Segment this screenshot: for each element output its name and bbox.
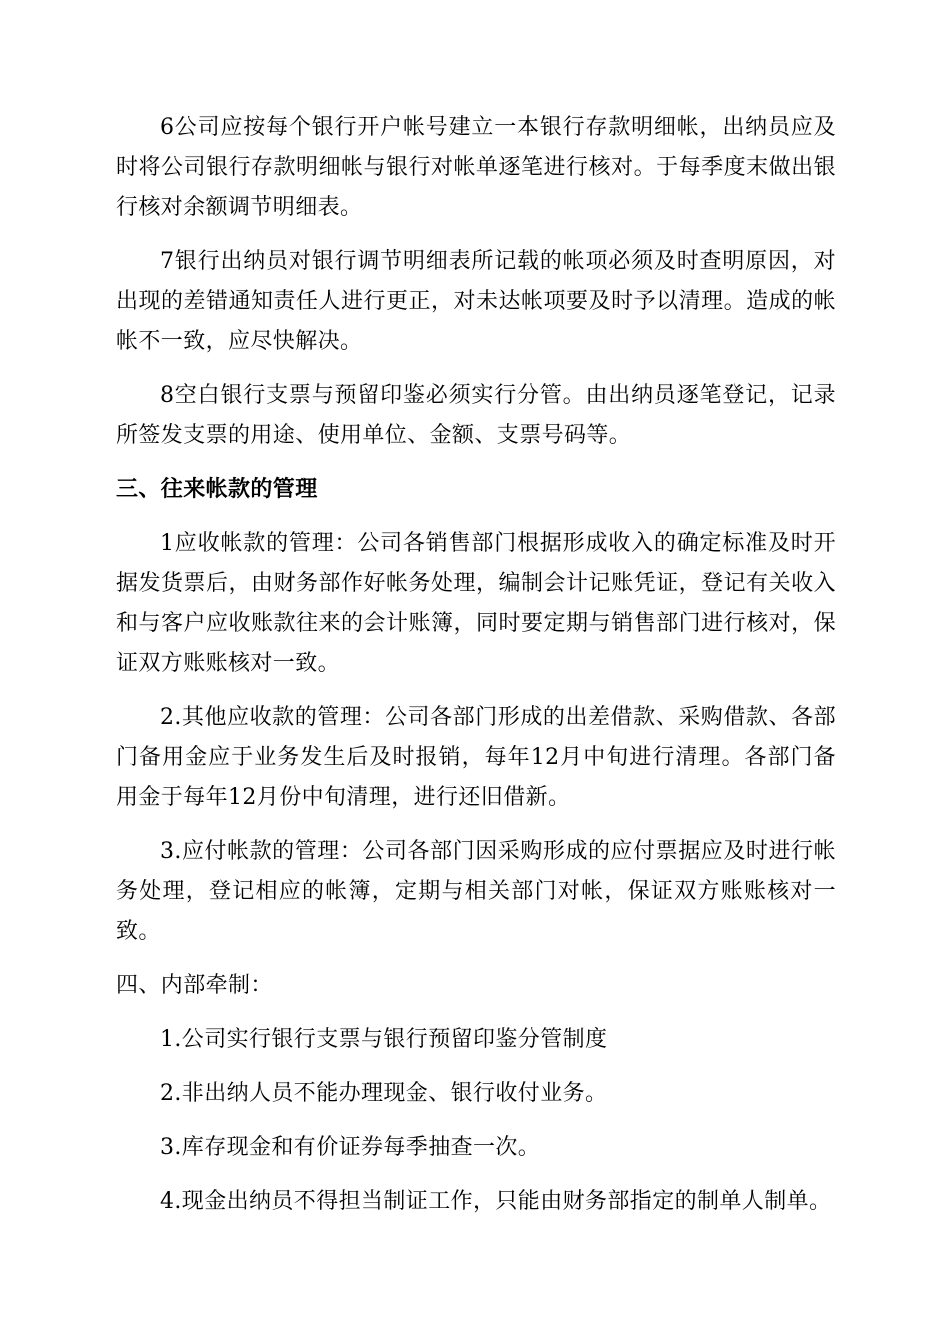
section-3-paragraph-1: 1应收帐款的管理：公司各销售部门根据形成收入的确定标准及时开据发货票后，由财务部作好帐务处理，编制会计记账凭证，登记有关收入和与客户应收账款往来的会计账簿，同时要定期与销售部门进行核对，保证双方账账核对一致。	[116, 531, 836, 676]
section-4-heading: 四、内部牵制：	[116, 973, 273, 998]
section-4-item-4: 4.现金出纳员不得担当制证工作，只能由财务部指定的制单人制单。	[160, 1189, 832, 1214]
paragraph-item-6: 6公司应按每个银行开户帐号建立一本银行存款明细帐，出纳员应及时将公司银行存款明细帐与银行对帐单逐笔进行核对。于每季度末做出银行核对余额调节明细表。	[116, 115, 836, 220]
paragraph-item-7: 7银行出纳员对银行调节明细表所记载的帐项必须及时查明原因，对出现的差错通知责任人进行更正，对未达帐项要及时予以清理。造成的帐帐不一致，应尽快解决。	[116, 249, 836, 354]
section-3-heading: 三、往来帐款的管理	[116, 477, 318, 502]
document-body	[116, 108, 836, 1236]
section-4-item-3: 3.库存现金和有价证券每季抽查一次。	[160, 1135, 541, 1160]
section-4-item-1: 1.公司实行银行支票与银行预留印鉴分管制度	[160, 1027, 608, 1052]
paragraph-item-8: 8空白银行支票与预留印鉴必须实行分管。由出纳员逐笔登记，记录所签发支票的用途、使用单位、金额、支票号码等。	[116, 383, 836, 448]
section-4-item-2: 2.非出纳人员不能办理现金、银行收付业务。	[160, 1081, 608, 1106]
section-3-paragraph-2: 2.其他应收款的管理：公司各部门形成的出差借款、采购借款、各部门备用金应于业务发生后及时报销，每年12月中旬进行清理。各部门备用金于每年12月份中旬清理，进行还旧借新。	[116, 705, 836, 810]
section-3-paragraph-3: 3.应付帐款的管理：公司各部门因采购形成的应付票据应及时进行帐务处理，登记相应的帐簿，定期与相关部门对帐，保证双方账账核对一致。	[116, 839, 836, 944]
